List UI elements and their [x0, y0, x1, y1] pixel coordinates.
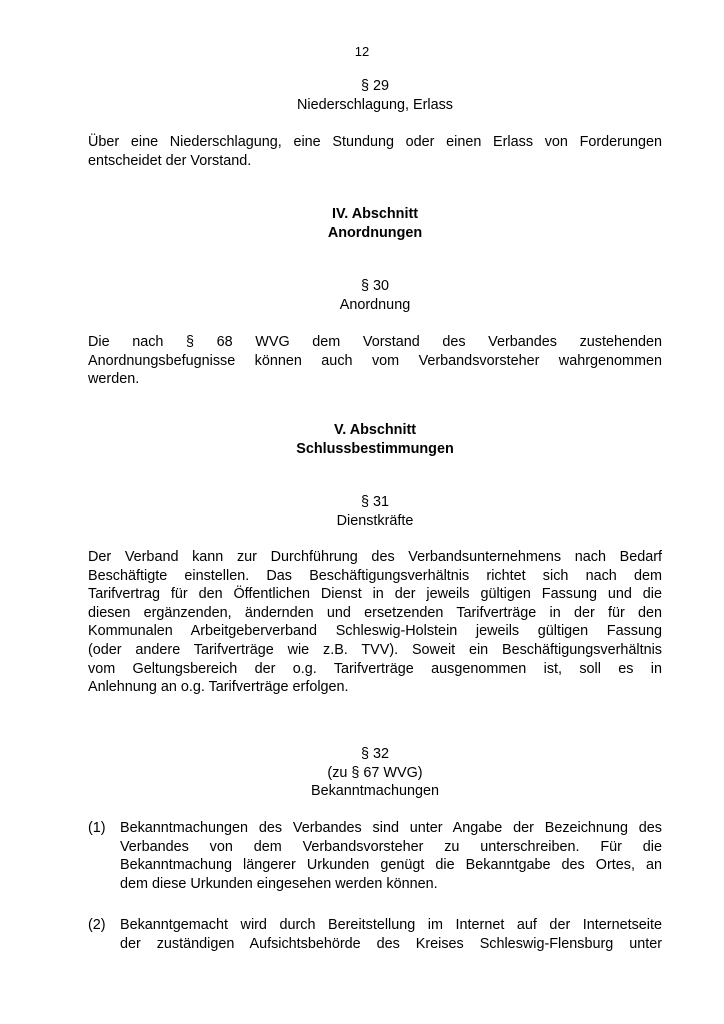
- section-30-text: [88, 333, 662, 389]
- page-number: 12: [354, 44, 370, 59]
- section-31-text: [88, 548, 662, 697]
- chapter-5-title: V. Abschnitt: [333, 422, 417, 438]
- section-29-heading: [88, 77, 662, 114]
- item-number: (2): [88, 917, 106, 933]
- section-32-subtitle: Bekanntmachungen: [310, 783, 439, 800]
- section-31-subtitle: Dienstkräfte: [336, 512, 414, 529]
- text-line: (oder andere Tarifverträge wie z.B. TVV). Soweit ein Beschäftigungsverhältnis: [88, 641, 662, 658]
- section-30-subtitle: Anordnung: [339, 296, 411, 313]
- section-30-heading: [88, 277, 662, 314]
- section-32-title: § 32: [360, 746, 389, 762]
- text-line: entscheidet der Vorstand.: [88, 152, 252, 169]
- chapter-5-subtitle: Schlussbestimmungen: [296, 440, 454, 457]
- text-line: Bekanntmachung längerer Urkunden genügt die Bekanntgabe des Ortes, an: [120, 857, 662, 874]
- section-29-text: [88, 133, 662, 170]
- section-29-subtitle: Niederschlagung, Erlass: [297, 96, 453, 113]
- item-text: [120, 819, 662, 893]
- text-line: dem diese Urkunden eingesehen werden können.: [120, 875, 438, 892]
- section-29-title: § 29: [360, 78, 389, 94]
- text-line: Beschäftigte einstellen. Das Beschäftigungsverhältnis richtet sich nach dem: [88, 567, 662, 584]
- text-line: Verbandes von dem Verbandsvorsteher zu unterschreiben. Für die: [120, 838, 662, 855]
- text-line: diesen ergänzenden, ändernden und ersetzenden Tarifverträge in der für den: [88, 604, 662, 621]
- item-text: [120, 916, 662, 953]
- text-line: Die nach § 68 WVG dem Vorstand des Verbandes zustehenden: [88, 334, 662, 350]
- section-32-heading: [88, 745, 662, 801]
- text-line: vom Geltungsbereich der o.g. Tarifverträge ausgenommen ist, soll es in: [88, 660, 662, 677]
- text-line: der zuständigen Aufsichtsbehörde des Kreises Schleswig-Flensburg unter: [120, 935, 662, 952]
- text-line: Über eine Niederschlagung, eine Stundung oder einen Erlass von Forderungen: [88, 134, 662, 150]
- text-line: Kommunalen Arbeitgeberverband Schleswig-Holstein jeweils gültigen Fassung: [88, 623, 662, 640]
- section-32-reference: (zu § 67 WVG): [327, 764, 423, 781]
- text-line: Bekanntmachungen des Verbandes sind unter Angabe der Bezeichnung des: [120, 820, 662, 836]
- text-line: Der Verband kann zur Durchführung des Verbandsunternehmens nach Bedarf: [88, 549, 662, 565]
- section-30-title: § 30: [360, 278, 389, 294]
- text-line: Anordnungsbefugnisse können auch vom Verbandsvorsteher wahrgenommen: [88, 352, 662, 369]
- text-line: Anlehnung an o.g. Tarifverträge erfolgen.: [88, 679, 349, 696]
- chapter-4-subtitle: Anordnungen: [327, 224, 423, 241]
- chapter-5-heading: [88, 421, 662, 458]
- chapter-4-title: IV. Abschnitt: [331, 206, 419, 222]
- chapter-4-heading: [88, 205, 662, 242]
- text-line: Bekanntgemacht wird durch Bereitstellung im Internet auf der Internetseite: [120, 917, 662, 933]
- text-line: Tarifvertrag für den Öffentlichen Dienst in der jeweils gültigen Fassung und die: [88, 586, 662, 603]
- item-number: (1): [88, 820, 106, 836]
- section-31-title: § 31: [360, 494, 389, 510]
- section-31-heading: [88, 493, 662, 530]
- text-line: werden.: [88, 371, 140, 388]
